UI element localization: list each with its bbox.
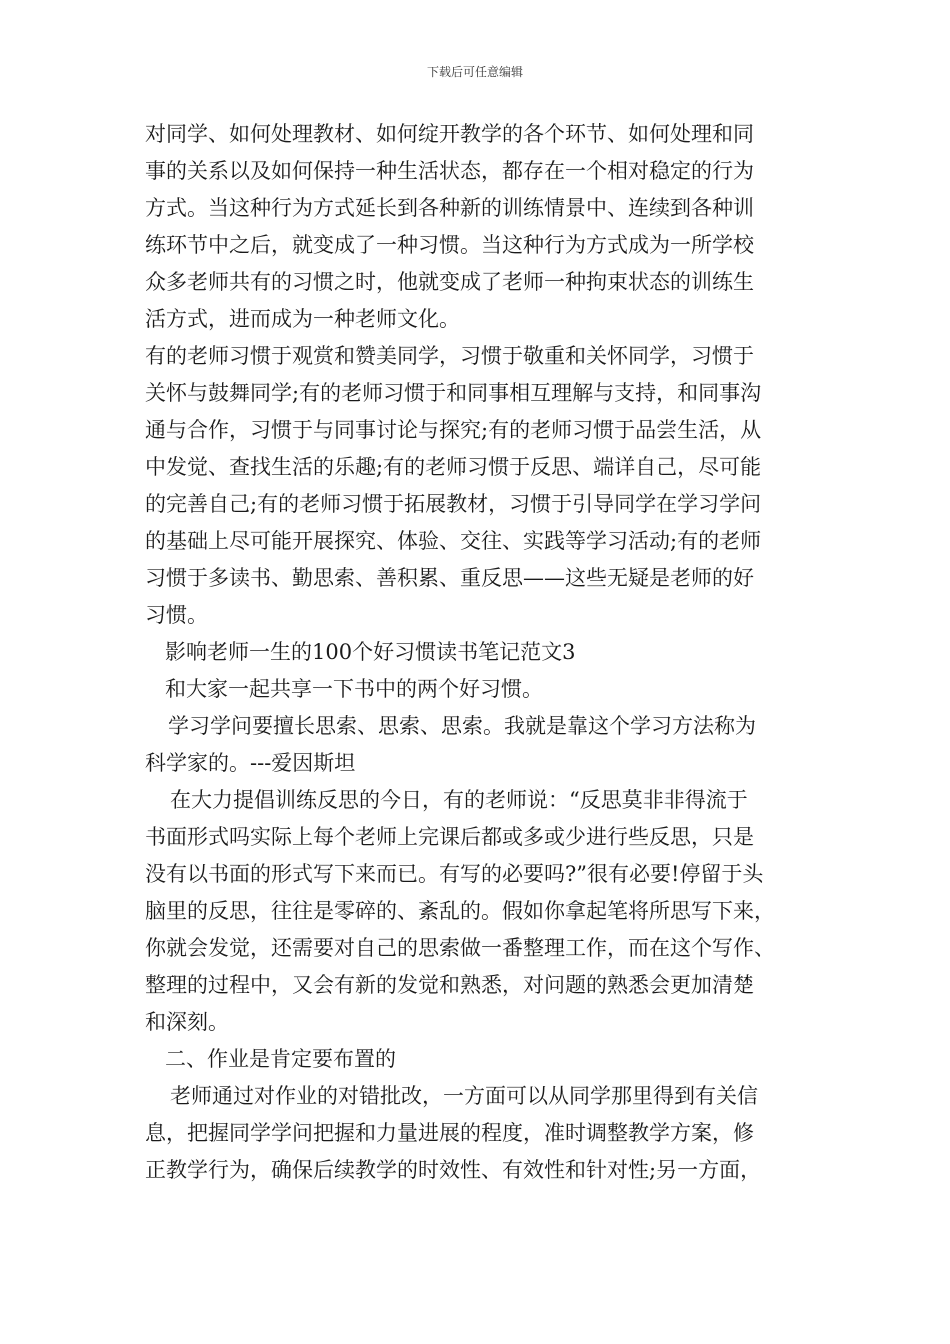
text-line: 习惯。	[145, 603, 208, 627]
text-line: 整理的过程中，又会有新的发觉和熟悉，对问题的熟悉会更加清楚	[145, 973, 754, 997]
text-line: 没有以书面的形式写下来而已。有写的必要吗?”很有必要!停留于头	[145, 862, 764, 886]
text-line: 中发觉、查找生活的乐趣;有的老师习惯于反思、端详自己，尽可能	[145, 455, 762, 479]
text-line: 二、作业是肯定要布置的	[165, 1047, 396, 1071]
text-line: 在大力提倡训练反思的今日，有的老师说：“反思莫非非得流于	[170, 788, 748, 812]
text-line: 和深刻。	[145, 1010, 229, 1034]
text-line: 众多老师共有的习惯之时，他就变成了老师一种拘束状态的训练生	[145, 270, 754, 294]
text-line: 有的老师习惯于观赏和赞美同学，习惯于敬重和关怀同学，习惯于	[145, 344, 754, 368]
text-line: 关怀与鼓舞同学;有的老师习惯于和同事相互理解与支持，和同事沟	[145, 381, 762, 405]
page-header-note: 下载后可任意编辑	[426, 65, 523, 79]
text-line: 影响老师一生的100个好习惯读书笔记范文3	[165, 640, 576, 664]
document-body	[145, 116, 835, 1189]
text-line: 学习学问要擅长思索、思索、思索。我就是靠这个学习方法称为	[168, 714, 756, 738]
text-line: 和大家一起共享一下书中的两个好习惯。	[165, 677, 543, 701]
text-line: 通与合作，习惯于与同事讨论与探究;有的老师习惯于品尝生活，从	[145, 418, 762, 442]
text-line: 息，把握同学学问把握和力量进展的程度，准时调整教学方案，修	[145, 1121, 754, 1145]
text-line: 对同学、如何处理教材、如何绽开教学的各个环节、如何处理和同	[145, 122, 754, 146]
text-line: 科学家的。---爱因斯坦	[145, 751, 356, 775]
text-line: 方式。当这种行为方式延长到各种新的训练情景中、连续到各种训	[145, 196, 754, 220]
text-line: 老师通过对作业的对错批改，一方面可以从同学那里得到有关信	[170, 1084, 758, 1108]
text-line: 正教学行为，确保后续教学的时效性、有效性和针对性;另一方面，	[145, 1158, 762, 1182]
text-line: 书面形式吗实际上每个老师上完课后都或多或少进行些反思，只是	[145, 825, 754, 849]
text-line: 的完善自己;有的老师习惯于拓展教材，习惯于引导同学在学习学问	[145, 492, 762, 516]
text-line: 习惯于多读书、勤思索、善积累、重反思——这些无疑是老师的好	[145, 566, 754, 590]
text-line: 的基础上尽可能开展探究、体验、交往、实践等学习活动;有的老师	[145, 529, 762, 553]
text-line: 脑里的反思，往往是零碎的、紊乱的。假如你拿起笔将所思写下来，	[145, 899, 775, 923]
text-line: 活方式，进而成为一种老师文化。	[145, 307, 460, 331]
text-line: 你就会发觉，还需要对自己的思索做一番整理工作，而在这个写作、	[145, 936, 775, 960]
text-line: 事的关系以及如何保持一种生活状态，都存在一个相对稳定的行为	[145, 159, 754, 183]
text-line: 练环节中之后，就变成了一种习惯。当这种行为方式成为一所学校	[145, 233, 754, 257]
